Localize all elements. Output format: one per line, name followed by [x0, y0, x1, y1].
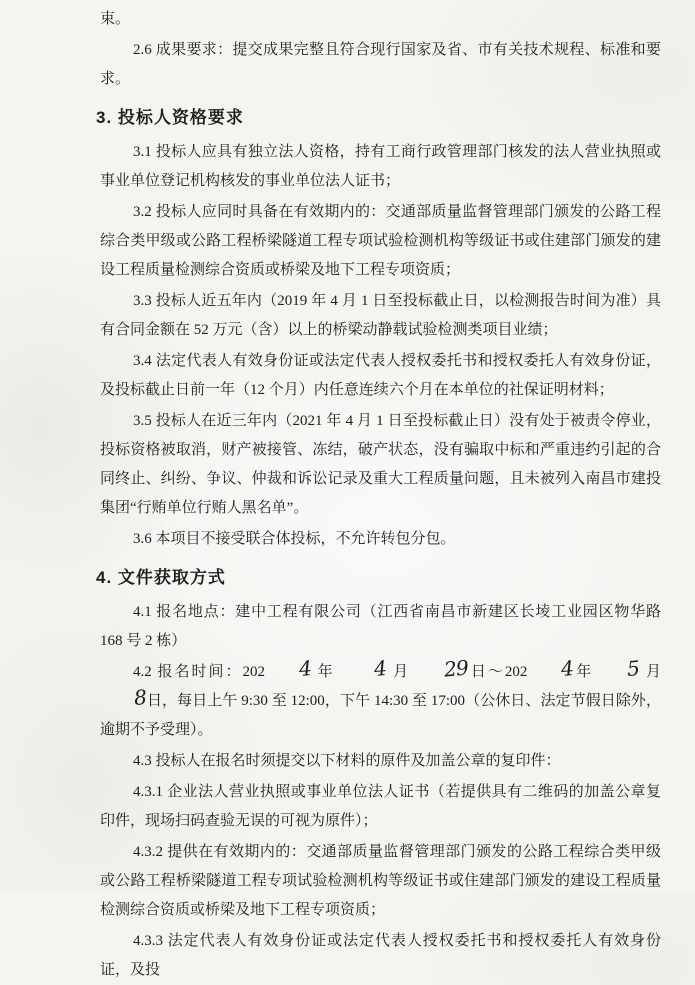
handwritten-date-digit: 4	[560, 656, 575, 682]
para-4-1: 4.1 报名地点：建中工程有限公司（江西省南昌市新建区长堎工业园区物华路 168 号 2 栋）	[100, 604, 661, 649]
carryover-line: 束。	[100, 11, 131, 27]
printed-text: 日～202	[468, 664, 528, 680]
para-3-1: 3.1 投标人应具有独立法人资格，持有工商行政管理部门核发的法人营业执照或事业单位登记机构核发的事业单位法人证书；	[100, 144, 661, 189]
para-3-2: 3.2 投标人应同时具备在有效期内的：交通部质量监督管理部门颁发的公路工程综合类甲级或公路工程桥梁隧道工程专项试验检测机构等级证书或住建部门颁发的建设工程质量检测综合资质或桥梁及地下工程专项资质；	[100, 204, 661, 278]
handwritten-date-digit: 4	[298, 656, 312, 682]
para-4-3-2: 4.3.2 提供在有效期内的：交通部质量监督管理部门颁发的公路工程综合类甲级或公路工程桥梁隧道工程专项试验检测机构等级证书或住建部门颁发的建设工程质量检测综合资质或桥梁及地下工程专项资质；	[100, 844, 661, 918]
handwritten-date-digit: 8	[133, 685, 147, 711]
printed-text: 月	[387, 664, 411, 680]
printed-text: 年	[574, 664, 594, 680]
para-2-6: 2.6 成果要求：提交成果完整且符合现行国家及省、市有关技术规程、标准和要求。	[100, 42, 661, 87]
section-3-heading: 3. 投标人资格要求	[96, 108, 244, 127]
para-3-4: 3.4 法定代表人有效身份证或法定代表人授权委托书和授权委托人有效身份证，及投标截止日前一年（12 个月）内任意连续六个月在本单位的社保证明材料；	[100, 353, 661, 398]
para-4-2	[100, 655, 661, 745]
para-4-3-3: 4.3.3 法定代表人有效身份证或法定代表人授权委托书和授权委托人有效身份证，及投	[100, 933, 661, 978]
para-3-6: 3.6 本项目不接受联合体投标，不允许转包分包。	[133, 531, 456, 547]
para-4-3: 4.3 投标人在报名时须提交以下材料的原件及加盖公章的复印件：	[133, 753, 561, 769]
handwritten-date-digit: 29	[443, 655, 469, 682]
printed-text: 年	[311, 664, 341, 680]
handwritten-date-digit: 4	[373, 656, 388, 682]
section-4-heading: 4. 文件获取方式	[96, 568, 226, 587]
printed-text: 月	[640, 664, 661, 680]
printed-text: 4.2 报名时间：202	[133, 664, 266, 680]
para-4-3-1: 4.3.1 企业法人营业执照或事业单位法人证书（若提供具有二维码的加盖公章复印件，现场扫码查验无误的可视为原件）；	[100, 784, 661, 829]
para-3-5: 3.5 投标人在近三年内（2021 年 4 月 1 日至投标截止日）没有处于被责令停业，投标资格被取消，财产被接管、冻结，破产状态，没有骗取中标和严重违约引起的合同终止、纠纷、争议、仲裁和诉讼记录及重大工程质量问题，且未被列入南昌市建投集团“行贿单位行贿人黑名单”。	[100, 413, 661, 516]
para-3-3: 3.3 投标人近五年内（2019 年 4 月 1 日至投标截止日，以检测报告时间为准）具有合同金额在 52 万元（含）以上的桥梁动静载试验检测类项目业绩；	[100, 293, 661, 338]
printed-text: 日，每日上午 9:30 至 12:00，下午 14:30 至 17:00（公休日、法定节假日除外，逾期不予受理）。	[100, 693, 661, 738]
handwritten-date-digit: 5	[626, 656, 641, 682]
